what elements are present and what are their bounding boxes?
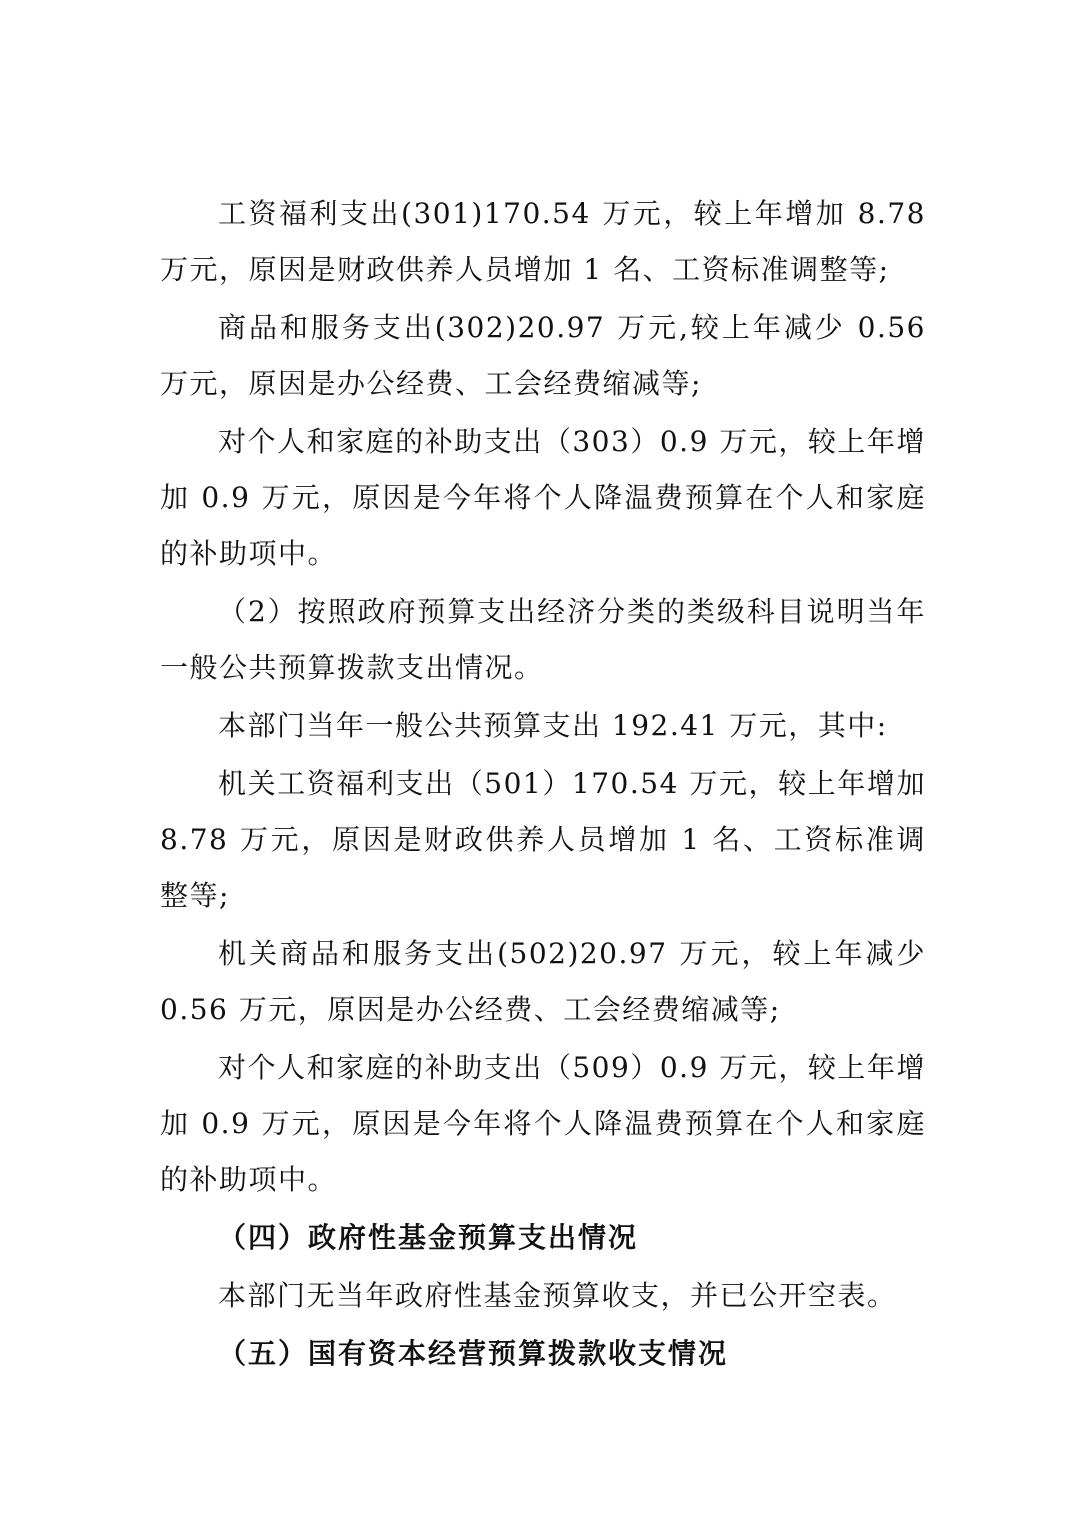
- document-body: [160, 186, 926, 1382]
- paragraph-government-fund-none: 本部门无当年政府性基金预算收支，并已公开空表。: [218, 1279, 897, 1312]
- paragraph-goods-services-302: 商品和服务支出(302)20.97 万元,较上年减少 0.56 万元，原因是办公经费、工会经费缩减等;: [160, 311, 926, 400]
- paragraph-agency-wage-501: 机关工资福利支出（501）170.54 万元，较上年增加 8.78 万元，原因是财政供养人员增加 1 名、工资标准调整等;: [160, 767, 926, 912]
- paragraph-agency-goods-502: 机关商品和服务支出(502)20.97 万元，较上年减少 0.56 万元，原因是办公经费、工会经费缩减等;: [160, 937, 926, 1026]
- paragraph-general-budget-total: 本部门当年一般公共预算支出 192.41 万元，其中:: [218, 709, 888, 742]
- paragraph-wage-welfare-301: 工资福利支出(301)170.54 万元，较上年增加 8.78 万元，原因是财政供养人员增加 1 名、工资标准调整等;: [160, 197, 926, 286]
- heading-government-fund-budget: （四）政府性基金预算支出情况: [218, 1221, 639, 1254]
- paragraph-household-subsidy-509: 对个人和家庭的补助支出（509）0.9 万元，较上年增加 0.9 万元，原因是今年将个人降温费预算在个人和家庭的补助项中。: [160, 1051, 926, 1196]
- paragraph-household-subsidy-303: 对个人和家庭的补助支出（303）0.9 万元，较上年增加 0.9 万元，原因是今年将个人降温费预算在个人和家庭的补助项中。: [160, 425, 926, 570]
- paragraph-economic-classification-intro: （2）按照政府预算支出经济分类的类级科目说明当年一般公共预算拨款支出情况。: [160, 595, 926, 684]
- heading-state-capital-budget: （五）国有资本经营预算拨款收支情况: [218, 1337, 729, 1370]
